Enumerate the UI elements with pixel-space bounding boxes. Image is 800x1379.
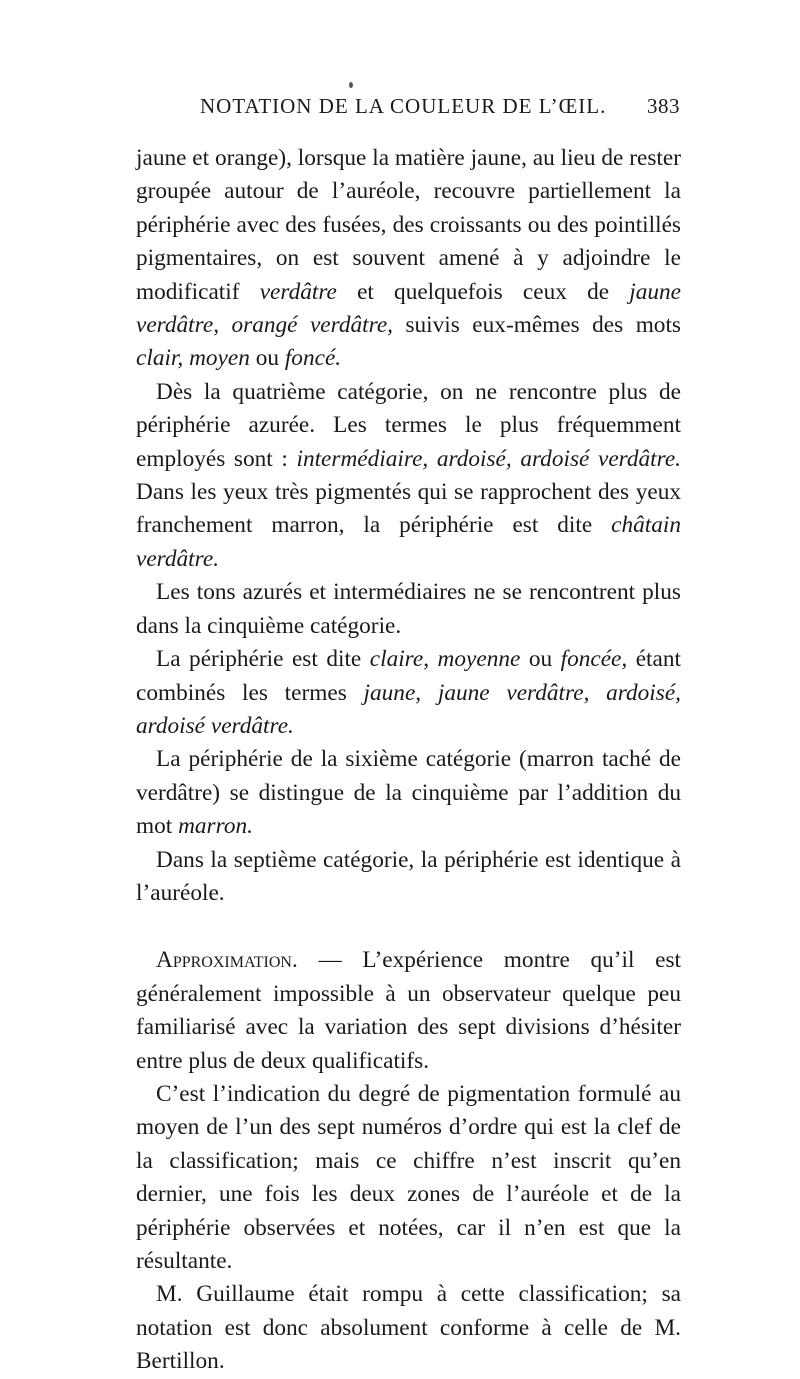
section-heading: Approximation. — [156, 947, 298, 974]
text-run: — L’expérience montre qu’il est généralement impossible à un observateur quelque peu familiarisé avec la variation des sept divisions d’hésiter entre plus de deux qualificatifs. — [136, 947, 681, 1074]
paragraph-6 — [136, 844, 681, 911]
italic-term: verdâtre — [259, 278, 337, 305]
italic-term: foncé. — [284, 345, 342, 372]
paragraph-3 — [136, 576, 681, 643]
text-run: M. Guillaume était rompu à cette classification; sa notation est donc absolument conforme à celle de M. Bertillon. — [136, 1281, 681, 1375]
italic-term: marron. — [178, 813, 253, 840]
text-run: La périphérie est dite — [156, 646, 370, 673]
paragraph-4 — [136, 643, 681, 743]
text-run: Dès la quatrième catégorie, on ne rencontre plus de périphérie azurée. Les termes le plus fréquemment employés sont : — [136, 378, 681, 472]
text-run: ou — [520, 646, 561, 673]
text-run: La périphérie de la sixième catégorie (marron taché de verdâtre) se distingue de la cinquième par l’addition du mot — [136, 746, 681, 840]
paragraph-approximation — [136, 944, 681, 1078]
text-run: étant combinés les termes — [136, 646, 681, 706]
text-run: Dans la septième catégorie, la périphérie est identique à l’auréole. — [136, 846, 681, 906]
text-run: Dans les yeux très pigmentés qui se rapprochent des yeux franchement marron, la périphérie est dite — [136, 479, 681, 539]
italic-term: jaune, jaune verdâtre, ardoisé, ardoisé verdâtre. — [136, 679, 681, 739]
printer-mark — [349, 82, 353, 88]
italic-term: jaune verdâtre, orangé verdâtre, — [136, 278, 681, 339]
italic-term: clair, moyen — [136, 345, 250, 372]
paragraph-5 — [136, 743, 681, 843]
text-run: suivis eux-mêmes des mots — [392, 312, 681, 339]
running-header — [200, 94, 680, 124]
italic-term: intermédiaire, ardoisé, ardoisé verdâtre. — [296, 445, 681, 472]
text-run: ou — [249, 345, 285, 372]
paragraph-9 — [136, 1278, 681, 1378]
italic-term: claire, moyenne — [369, 646, 521, 673]
running-title: NOTATION DE LA COULEUR DE L’ŒIL. — [200, 94, 607, 118]
text-run: et quelquefois ceux de — [336, 278, 630, 305]
page-number: 383 — [647, 94, 680, 118]
paragraph-2 — [136, 376, 681, 576]
italic-term: châtain verdâtre. — [136, 512, 681, 572]
italic-term: foncée, — [560, 646, 628, 673]
text-run: Les tons azurés et intermédiaires ne se rencontrent plus dans la cinquième catégorie. — [136, 579, 681, 639]
text-run: jaune et orange), lorsque la matière jaune, au lieu de rester groupée autour de l’auréole, recouvre partiellement la périphérie avec des fusées, des croissants ou des pointillés pigmentaires, on est souvent amené à y adjoindre le modificatif — [136, 145, 681, 305]
text-run: C’est l’indication du degré de pigmentation formulé au moyen de l’un des sept numéros d’ordre qui est la clef de la classification; mais ce chiffre n’est inscrit qu’en dernier, une fois les deux zones de l’auréole et de la périphérie observées et notées, car il n’en est que la résultante. — [136, 1080, 681, 1274]
body-text — [136, 142, 681, 1379]
paragraph-8 — [136, 1078, 681, 1278]
paragraph-1 — [136, 142, 681, 376]
